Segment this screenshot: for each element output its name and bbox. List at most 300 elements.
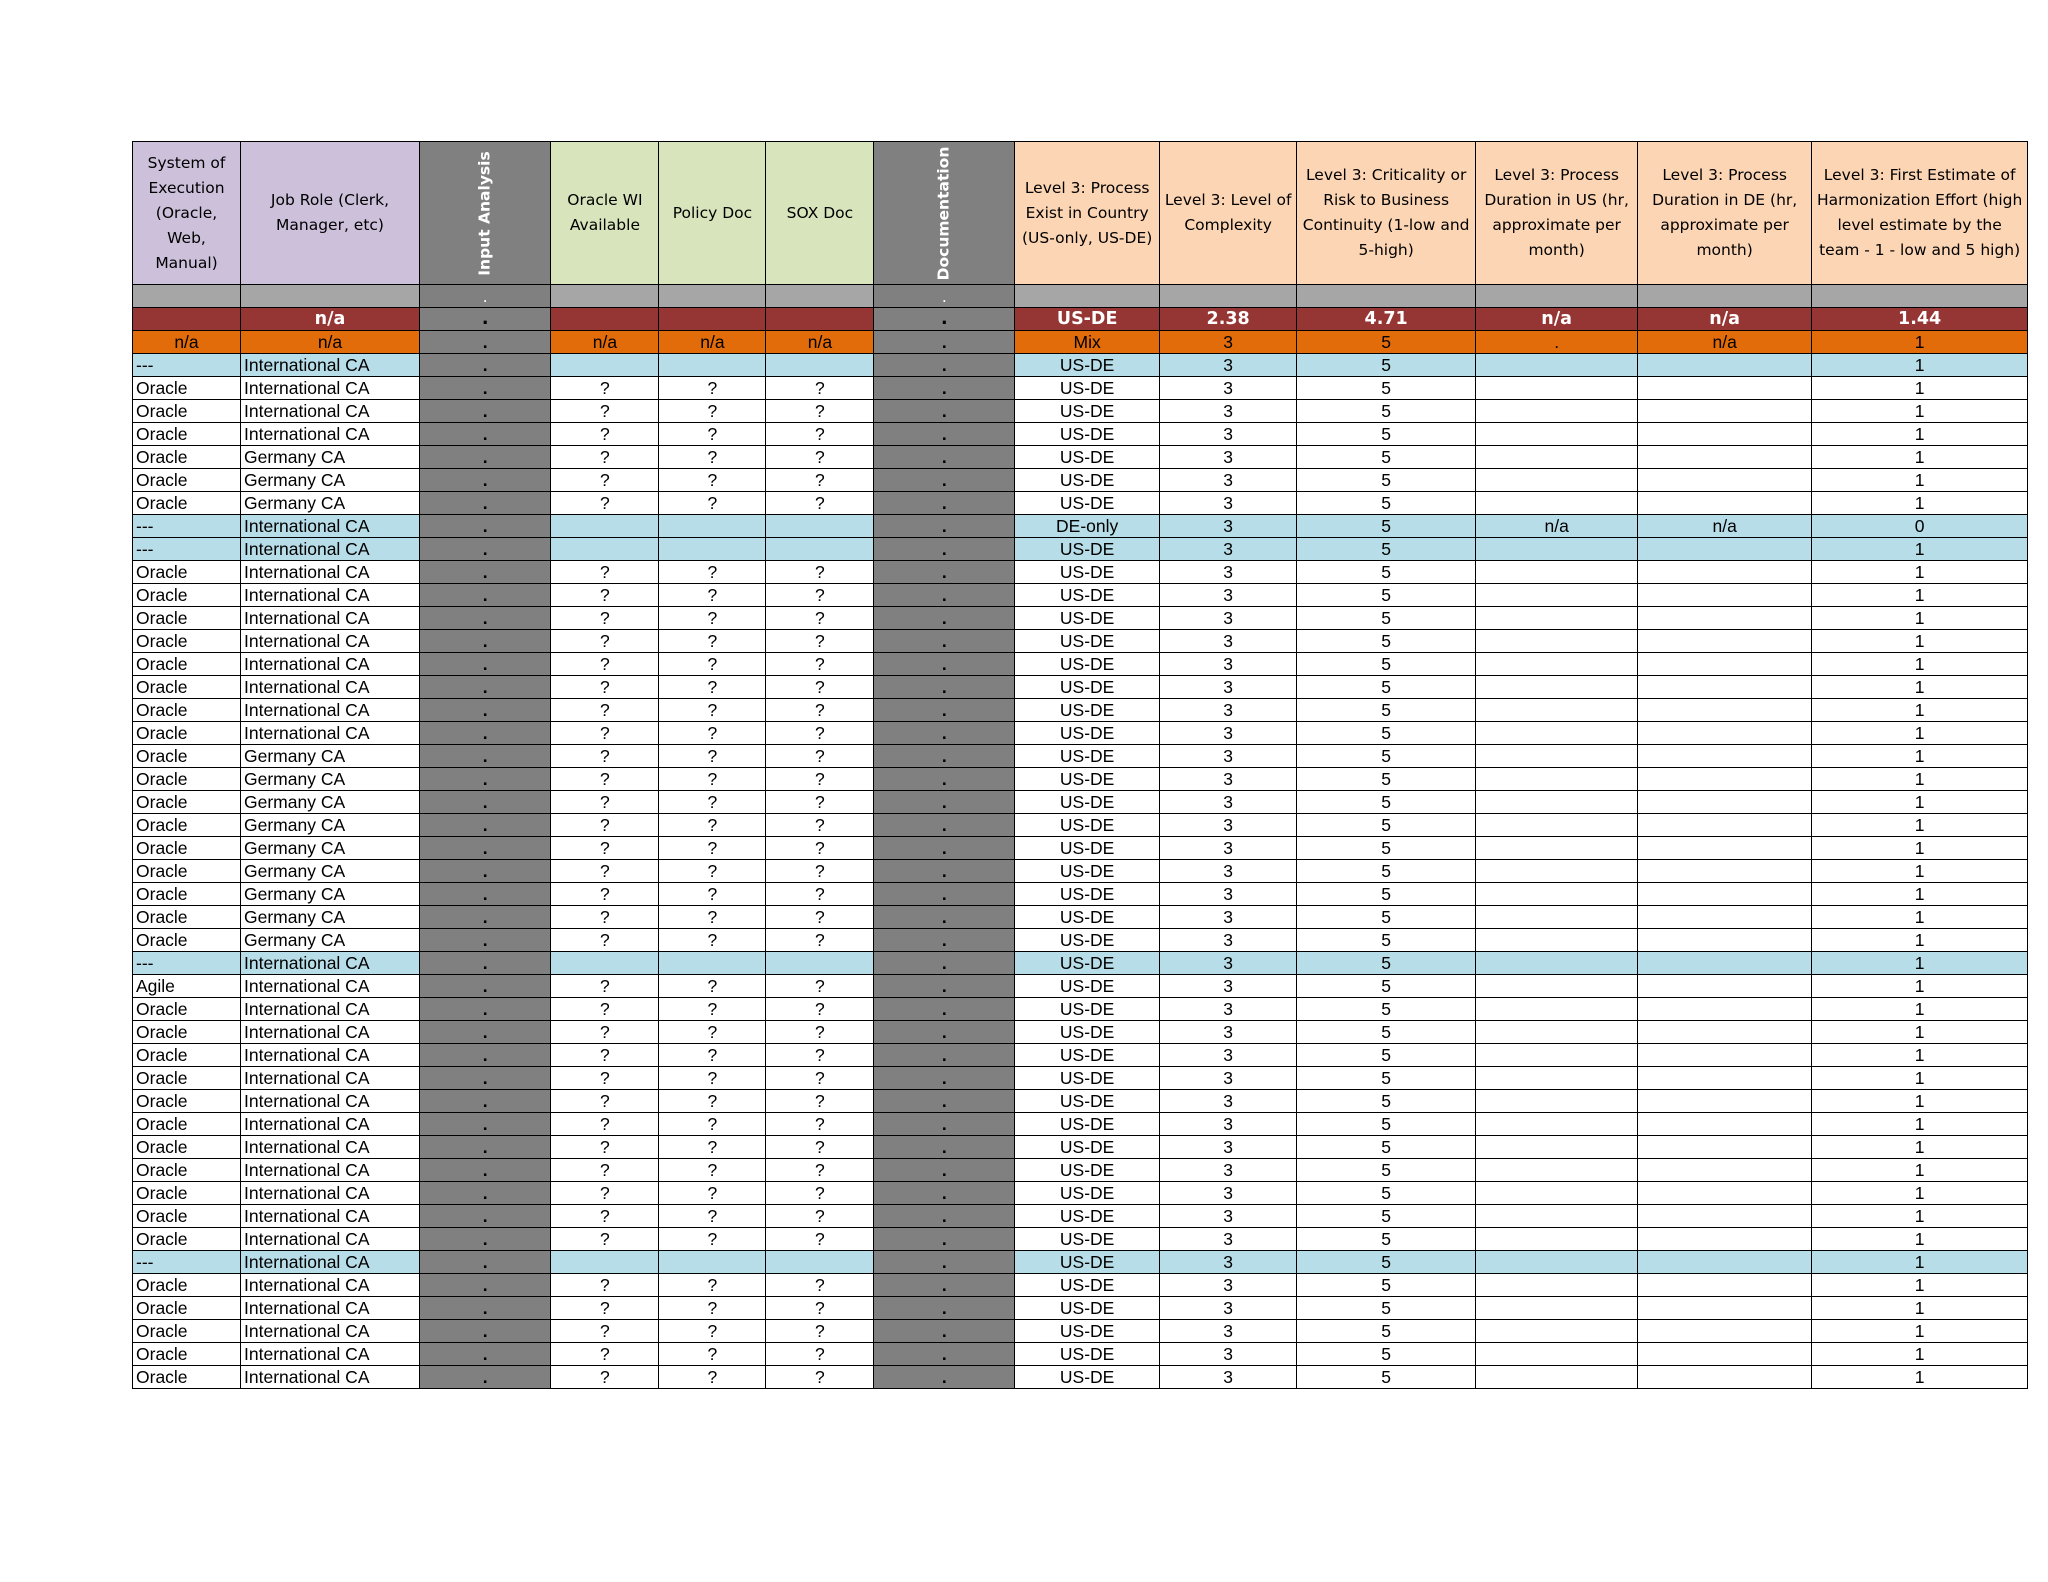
cell[interactable]: . xyxy=(420,1090,551,1113)
cell[interactable]: . xyxy=(874,331,1015,354)
header-harmonization-effort[interactable]: Level 3: First Estimate of Harmonization Effort (high level estimate by the team - 1 - low and 5 high) xyxy=(1812,142,2028,285)
cell[interactable]: ? xyxy=(659,676,766,699)
cell[interactable] xyxy=(1638,561,1812,584)
cell[interactable]: . xyxy=(420,883,551,906)
cell[interactable]: US-DE xyxy=(1015,607,1160,630)
cell[interactable]: 5 xyxy=(1297,1136,1476,1159)
cell[interactable]: . xyxy=(420,377,551,400)
cell[interactable]: ? xyxy=(551,377,659,400)
cell[interactable]: 1 xyxy=(1812,768,2028,791)
cell[interactable]: Oracle xyxy=(133,377,241,400)
cell[interactable] xyxy=(551,952,659,975)
cell[interactable]: ? xyxy=(766,906,874,929)
cell[interactable]: 3 xyxy=(1160,998,1297,1021)
cell[interactable]: Germany CA xyxy=(241,745,420,768)
cell[interactable]: 5 xyxy=(1297,1021,1476,1044)
cell[interactable]: --- xyxy=(133,952,241,975)
cell[interactable] xyxy=(659,285,766,308)
cell[interactable]: ? xyxy=(659,1274,766,1297)
cell[interactable]: US-DE xyxy=(1015,308,1160,331)
cell[interactable] xyxy=(1476,975,1638,998)
cell[interactable] xyxy=(659,952,766,975)
cell[interactable]: 1 xyxy=(1812,607,2028,630)
cell[interactable]: . xyxy=(420,584,551,607)
cell[interactable] xyxy=(1476,699,1638,722)
cell[interactable]: US-DE xyxy=(1015,745,1160,768)
cell[interactable]: 5 xyxy=(1297,1343,1476,1366)
cell[interactable]: . xyxy=(420,860,551,883)
cell[interactable]: International CA xyxy=(241,1090,420,1113)
cell[interactable] xyxy=(1638,1297,1812,1320)
cell[interactable]: . xyxy=(420,446,551,469)
cell[interactable]: . xyxy=(420,630,551,653)
cell[interactable]: . xyxy=(874,975,1015,998)
cell[interactable]: 1 xyxy=(1812,1320,2028,1343)
cell[interactable]: . xyxy=(874,1067,1015,1090)
cell[interactable]: ? xyxy=(659,630,766,653)
cell[interactable] xyxy=(1638,975,1812,998)
cell[interactable]: US-DE xyxy=(1015,400,1160,423)
cell[interactable] xyxy=(1476,492,1638,515)
cell[interactable]: . xyxy=(874,883,1015,906)
cell[interactable]: ? xyxy=(766,975,874,998)
cell[interactable]: International CA xyxy=(241,1228,420,1251)
cell[interactable]: International CA xyxy=(241,1021,420,1044)
cell[interactable]: 3 xyxy=(1160,1251,1297,1274)
cell[interactable]: . xyxy=(420,814,551,837)
cell[interactable]: 3 xyxy=(1160,860,1297,883)
cell[interactable]: n/a xyxy=(1638,308,1812,331)
cell[interactable]: 1 xyxy=(1812,1182,2028,1205)
cell[interactable]: 3 xyxy=(1160,446,1297,469)
cell[interactable]: ? xyxy=(551,446,659,469)
cell[interactable] xyxy=(1476,285,1638,308)
cell[interactable]: . xyxy=(874,929,1015,952)
cell[interactable] xyxy=(1638,1182,1812,1205)
cell[interactable]: . xyxy=(874,1251,1015,1274)
cell[interactable]: 3 xyxy=(1160,423,1297,446)
cell[interactable]: . xyxy=(420,515,551,538)
cell[interactable]: 3 xyxy=(1160,354,1297,377)
cell[interactable]: n/a xyxy=(1476,515,1638,538)
cell[interactable]: --- xyxy=(133,515,241,538)
cell[interactable] xyxy=(1476,676,1638,699)
cell[interactable]: US-DE xyxy=(1015,883,1160,906)
cell[interactable]: US-DE xyxy=(1015,653,1160,676)
cell[interactable]: ? xyxy=(551,1136,659,1159)
cell[interactable]: Germany CA xyxy=(241,837,420,860)
cell[interactable]: . xyxy=(874,1366,1015,1389)
cell[interactable]: 3 xyxy=(1160,515,1297,538)
cell[interactable]: US-DE xyxy=(1015,377,1160,400)
cell[interactable]: ? xyxy=(551,1297,659,1320)
cell[interactable] xyxy=(1476,1067,1638,1090)
cell[interactable]: 1 xyxy=(1812,469,2028,492)
cell[interactable]: International CA xyxy=(241,1113,420,1136)
cell[interactable]: ? xyxy=(659,1021,766,1044)
cell[interactable]: ? xyxy=(766,469,874,492)
cell[interactable]: . xyxy=(420,975,551,998)
cell[interactable]: . xyxy=(874,1021,1015,1044)
cell[interactable]: 3 xyxy=(1160,331,1297,354)
cell[interactable]: 5 xyxy=(1297,1205,1476,1228)
cell[interactable]: Oracle xyxy=(133,1067,241,1090)
cell[interactable]: 1 xyxy=(1812,400,2028,423)
cell[interactable]: 3 xyxy=(1160,906,1297,929)
cell[interactable]: ? xyxy=(551,699,659,722)
cell[interactable] xyxy=(1638,653,1812,676)
cell[interactable]: US-DE xyxy=(1015,1136,1160,1159)
cell[interactable] xyxy=(1476,883,1638,906)
cell[interactable] xyxy=(659,515,766,538)
cell[interactable]: ? xyxy=(766,814,874,837)
cell[interactable]: n/a xyxy=(1638,331,1812,354)
cell[interactable] xyxy=(1476,423,1638,446)
cell[interactable]: ? xyxy=(659,699,766,722)
cell[interactable]: 5 xyxy=(1297,998,1476,1021)
cell[interactable]: 5 xyxy=(1297,1159,1476,1182)
cell[interactable] xyxy=(1638,768,1812,791)
cell[interactable]: ? xyxy=(659,492,766,515)
cell[interactable] xyxy=(1476,1251,1638,1274)
cell[interactable] xyxy=(1476,377,1638,400)
cell[interactable]: ? xyxy=(551,906,659,929)
cell[interactable]: ? xyxy=(551,584,659,607)
cell[interactable]: 5 xyxy=(1297,561,1476,584)
cell[interactable]: . xyxy=(874,285,1015,308)
cell[interactable]: ? xyxy=(551,1113,659,1136)
cell[interactable]: 5 xyxy=(1297,906,1476,929)
cell[interactable]: ? xyxy=(659,768,766,791)
cell[interactable]: . xyxy=(874,837,1015,860)
cell[interactable]: US-DE xyxy=(1015,1021,1160,1044)
cell[interactable]: International CA xyxy=(241,1205,420,1228)
cell[interactable] xyxy=(1638,400,1812,423)
cell[interactable] xyxy=(1476,1366,1638,1389)
cell[interactable]: 3 xyxy=(1160,607,1297,630)
cell[interactable]: 5 xyxy=(1297,469,1476,492)
cell[interactable]: ? xyxy=(551,630,659,653)
cell[interactable]: International CA xyxy=(241,538,420,561)
cell[interactable]: ? xyxy=(551,1090,659,1113)
cell[interactable]: ? xyxy=(659,929,766,952)
cell[interactable]: . xyxy=(874,906,1015,929)
header-documentation[interactable] xyxy=(874,142,1015,285)
cell[interactable]: ? xyxy=(551,1205,659,1228)
cell[interactable]: . xyxy=(420,653,551,676)
cell[interactable]: ? xyxy=(551,860,659,883)
cell[interactable]: US-DE xyxy=(1015,446,1160,469)
cell[interactable]: Oracle xyxy=(133,1297,241,1320)
cell[interactable]: . xyxy=(420,1205,551,1228)
cell[interactable]: ? xyxy=(766,1182,874,1205)
cell[interactable]: 1 xyxy=(1812,630,2028,653)
cell[interactable] xyxy=(766,354,874,377)
cell[interactable]: ? xyxy=(659,1044,766,1067)
cell[interactable]: Oracle xyxy=(133,584,241,607)
cell[interactable]: . xyxy=(874,1136,1015,1159)
cell[interactable]: ? xyxy=(659,1090,766,1113)
cell[interactable]: ? xyxy=(659,561,766,584)
cell[interactable] xyxy=(1812,285,2028,308)
cell[interactable]: Germany CA xyxy=(241,469,420,492)
cell[interactable] xyxy=(551,1251,659,1274)
cell[interactable]: Oracle xyxy=(133,1136,241,1159)
cell[interactable]: 3 xyxy=(1160,377,1297,400)
cell[interactable]: 3 xyxy=(1160,676,1297,699)
cell[interactable]: ? xyxy=(659,1343,766,1366)
cell[interactable]: . xyxy=(874,1090,1015,1113)
cell[interactable] xyxy=(766,308,874,331)
cell[interactable]: 5 xyxy=(1297,1228,1476,1251)
cell[interactable]: 5 xyxy=(1297,1182,1476,1205)
cell[interactable]: International CA xyxy=(241,377,420,400)
cell[interactable]: 1 xyxy=(1812,1297,2028,1320)
cell[interactable]: 5 xyxy=(1297,1274,1476,1297)
cell[interactable]: ? xyxy=(766,745,874,768)
cell[interactable]: ? xyxy=(766,492,874,515)
cell[interactable]: . xyxy=(420,1297,551,1320)
cell[interactable] xyxy=(1476,630,1638,653)
cell[interactable]: International CA xyxy=(241,561,420,584)
cell[interactable]: 3 xyxy=(1160,1113,1297,1136)
cell[interactable]: ? xyxy=(659,998,766,1021)
cell[interactable] xyxy=(1638,1205,1812,1228)
cell[interactable] xyxy=(1015,285,1160,308)
cell[interactable] xyxy=(1638,1251,1812,1274)
cell[interactable]: Germany CA xyxy=(241,860,420,883)
cell[interactable] xyxy=(1638,883,1812,906)
cell[interactable] xyxy=(1476,653,1638,676)
cell[interactable] xyxy=(241,285,420,308)
cell[interactable]: ? xyxy=(659,814,766,837)
cell[interactable]: International CA xyxy=(241,584,420,607)
cell[interactable]: Germany CA xyxy=(241,814,420,837)
cell[interactable]: ? xyxy=(766,630,874,653)
cell[interactable]: US-DE xyxy=(1015,1044,1160,1067)
cell[interactable]: . xyxy=(420,1113,551,1136)
cell[interactable] xyxy=(1638,423,1812,446)
cell[interactable]: 5 xyxy=(1297,607,1476,630)
cell[interactable]: --- xyxy=(133,1251,241,1274)
cell[interactable] xyxy=(1638,1366,1812,1389)
cell[interactable]: n/a xyxy=(241,308,420,331)
cell[interactable]: . xyxy=(420,929,551,952)
cell[interactable]: . xyxy=(420,791,551,814)
cell[interactable]: US-DE xyxy=(1015,469,1160,492)
cell[interactable]: . xyxy=(874,1182,1015,1205)
cell[interactable]: Oracle xyxy=(133,1343,241,1366)
cell[interactable]: US-DE xyxy=(1015,791,1160,814)
cell[interactable] xyxy=(1476,1159,1638,1182)
cell[interactable]: US-DE xyxy=(1015,837,1160,860)
cell[interactable]: 5 xyxy=(1297,653,1476,676)
cell[interactable]: ? xyxy=(659,423,766,446)
cell[interactable]: . xyxy=(420,354,551,377)
cell[interactable]: n/a xyxy=(659,331,766,354)
cell[interactable]: ? xyxy=(659,1182,766,1205)
cell[interactable]: 3 xyxy=(1160,1343,1297,1366)
cell[interactable]: ? xyxy=(659,883,766,906)
cell[interactable]: 1 xyxy=(1812,860,2028,883)
cell[interactable]: 3 xyxy=(1160,1090,1297,1113)
cell[interactable]: ? xyxy=(659,906,766,929)
cell[interactable]: International CA xyxy=(241,1136,420,1159)
cell[interactable]: ? xyxy=(766,1366,874,1389)
cell[interactable]: 5 xyxy=(1297,492,1476,515)
cell[interactable] xyxy=(1476,354,1638,377)
header-process-exist-in-country[interactable]: Level 3: Process Exist in Country (US-only, US-DE) xyxy=(1015,142,1160,285)
cell[interactable]: International CA xyxy=(241,653,420,676)
cell[interactable]: 5 xyxy=(1297,699,1476,722)
cell[interactable]: 3 xyxy=(1160,1228,1297,1251)
cell[interactable]: ? xyxy=(551,791,659,814)
cell[interactable]: ? xyxy=(766,653,874,676)
cell[interactable]: US-DE xyxy=(1015,1090,1160,1113)
cell[interactable]: ? xyxy=(766,1274,874,1297)
cell[interactable]: ? xyxy=(766,998,874,1021)
cell[interactable]: DE-only xyxy=(1015,515,1160,538)
cell[interactable]: ? xyxy=(659,377,766,400)
cell[interactable] xyxy=(1638,1343,1812,1366)
cell[interactable] xyxy=(1476,1343,1638,1366)
cell[interactable]: . xyxy=(874,607,1015,630)
cell[interactable] xyxy=(1638,699,1812,722)
cell[interactable]: . xyxy=(874,1274,1015,1297)
cell[interactable] xyxy=(1476,1021,1638,1044)
cell[interactable]: Oracle xyxy=(133,860,241,883)
cell[interactable]: US-DE xyxy=(1015,561,1160,584)
cell[interactable]: 5 xyxy=(1297,1297,1476,1320)
cell[interactable]: 3 xyxy=(1160,1182,1297,1205)
cell[interactable]: 5 xyxy=(1297,722,1476,745)
cell[interactable]: Oracle xyxy=(133,561,241,584)
cell[interactable] xyxy=(1476,929,1638,952)
cell[interactable] xyxy=(1638,745,1812,768)
cell[interactable]: 3 xyxy=(1160,469,1297,492)
cell[interactable]: US-DE xyxy=(1015,860,1160,883)
cell[interactable]: ? xyxy=(659,791,766,814)
cell[interactable]: . xyxy=(874,515,1015,538)
cell[interactable] xyxy=(1638,469,1812,492)
cell[interactable]: Oracle xyxy=(133,1182,241,1205)
cell[interactable] xyxy=(1638,929,1812,952)
cell[interactable] xyxy=(1476,607,1638,630)
cell[interactable]: ? xyxy=(766,1044,874,1067)
cell[interactable]: Oracle xyxy=(133,653,241,676)
cell[interactable]: ? xyxy=(659,860,766,883)
cell[interactable]: ? xyxy=(766,768,874,791)
cell[interactable]: ? xyxy=(659,1136,766,1159)
cell[interactable]: 3 xyxy=(1160,814,1297,837)
cell[interactable]: ? xyxy=(551,1182,659,1205)
cell[interactable]: . xyxy=(420,1136,551,1159)
cell[interactable]: . xyxy=(874,1228,1015,1251)
cell[interactable]: ? xyxy=(766,607,874,630)
cell[interactable]: . xyxy=(420,952,551,975)
cell[interactable]: . xyxy=(874,699,1015,722)
cell[interactable]: 1 xyxy=(1812,1228,2028,1251)
cell[interactable]: 2.38 xyxy=(1160,308,1297,331)
cell[interactable]: 1 xyxy=(1812,745,2028,768)
cell[interactable]: 1 xyxy=(1812,676,2028,699)
cell[interactable] xyxy=(1476,952,1638,975)
cell[interactable]: International CA xyxy=(241,607,420,630)
cell[interactable] xyxy=(1297,285,1476,308)
cell[interactable]: 1 xyxy=(1812,1090,2028,1113)
cell[interactable]: 1 xyxy=(1812,929,2028,952)
cell[interactable]: . xyxy=(874,722,1015,745)
cell[interactable]: 5 xyxy=(1297,1090,1476,1113)
cell[interactable]: --- xyxy=(133,538,241,561)
cell[interactable] xyxy=(551,285,659,308)
cell[interactable]: 3 xyxy=(1160,561,1297,584)
cell[interactable]: 1 xyxy=(1812,1274,2028,1297)
cell[interactable]: International CA xyxy=(241,1067,420,1090)
cell[interactable]: ? xyxy=(766,1067,874,1090)
cell[interactable]: International CA xyxy=(241,998,420,1021)
cell[interactable] xyxy=(1638,607,1812,630)
cell[interactable]: ? xyxy=(766,423,874,446)
cell[interactable]: Mix xyxy=(1015,331,1160,354)
cell[interactable]: 5 xyxy=(1297,1366,1476,1389)
cell[interactable]: 1 xyxy=(1812,538,2028,561)
cell[interactable]: 1 xyxy=(1812,377,2028,400)
cell[interactable]: US-DE xyxy=(1015,975,1160,998)
cell[interactable]: ? xyxy=(551,883,659,906)
cell[interactable]: International CA xyxy=(241,1159,420,1182)
cell[interactable]: 1 xyxy=(1812,699,2028,722)
cell[interactable]: ? xyxy=(551,1067,659,1090)
cell[interactable]: . xyxy=(874,952,1015,975)
cell[interactable]: 1 xyxy=(1812,1343,2028,1366)
cell[interactable]: ? xyxy=(766,1113,874,1136)
cell[interactable]: US-DE xyxy=(1015,998,1160,1021)
cell[interactable]: . xyxy=(874,469,1015,492)
cell[interactable]: US-DE xyxy=(1015,630,1160,653)
cell[interactable]: n/a xyxy=(1476,308,1638,331)
cell[interactable]: 5 xyxy=(1297,400,1476,423)
cell[interactable]: 3 xyxy=(1160,1320,1297,1343)
cell[interactable]: US-DE xyxy=(1015,952,1160,975)
cell[interactable]: . xyxy=(874,1205,1015,1228)
cell[interactable]: . xyxy=(420,768,551,791)
cell[interactable]: ? xyxy=(659,1159,766,1182)
cell[interactable]: 5 xyxy=(1297,1067,1476,1090)
cell[interactable]: Oracle xyxy=(133,883,241,906)
cell[interactable]: . xyxy=(874,768,1015,791)
cell[interactable]: US-DE xyxy=(1015,676,1160,699)
cell[interactable]: Oracle xyxy=(133,492,241,515)
cell[interactable]: 5 xyxy=(1297,929,1476,952)
cell[interactable]: US-DE xyxy=(1015,1182,1160,1205)
cell[interactable]: ? xyxy=(766,561,874,584)
cell[interactable]: 1 xyxy=(1812,492,2028,515)
cell[interactable] xyxy=(1638,1274,1812,1297)
cell[interactable] xyxy=(133,285,241,308)
cell[interactable]: ? xyxy=(766,1159,874,1182)
cell[interactable]: Germany CA xyxy=(241,791,420,814)
cell[interactable]: Oracle xyxy=(133,630,241,653)
cell[interactable]: 5 xyxy=(1297,814,1476,837)
cell[interactable]: Oracle xyxy=(133,400,241,423)
cell[interactable] xyxy=(1476,906,1638,929)
cell[interactable]: 3 xyxy=(1160,883,1297,906)
cell[interactable]: ? xyxy=(551,492,659,515)
cell[interactable]: US-DE xyxy=(1015,1320,1160,1343)
cell[interactable]: ? xyxy=(766,1343,874,1366)
cell[interactable]: 1 xyxy=(1812,423,2028,446)
